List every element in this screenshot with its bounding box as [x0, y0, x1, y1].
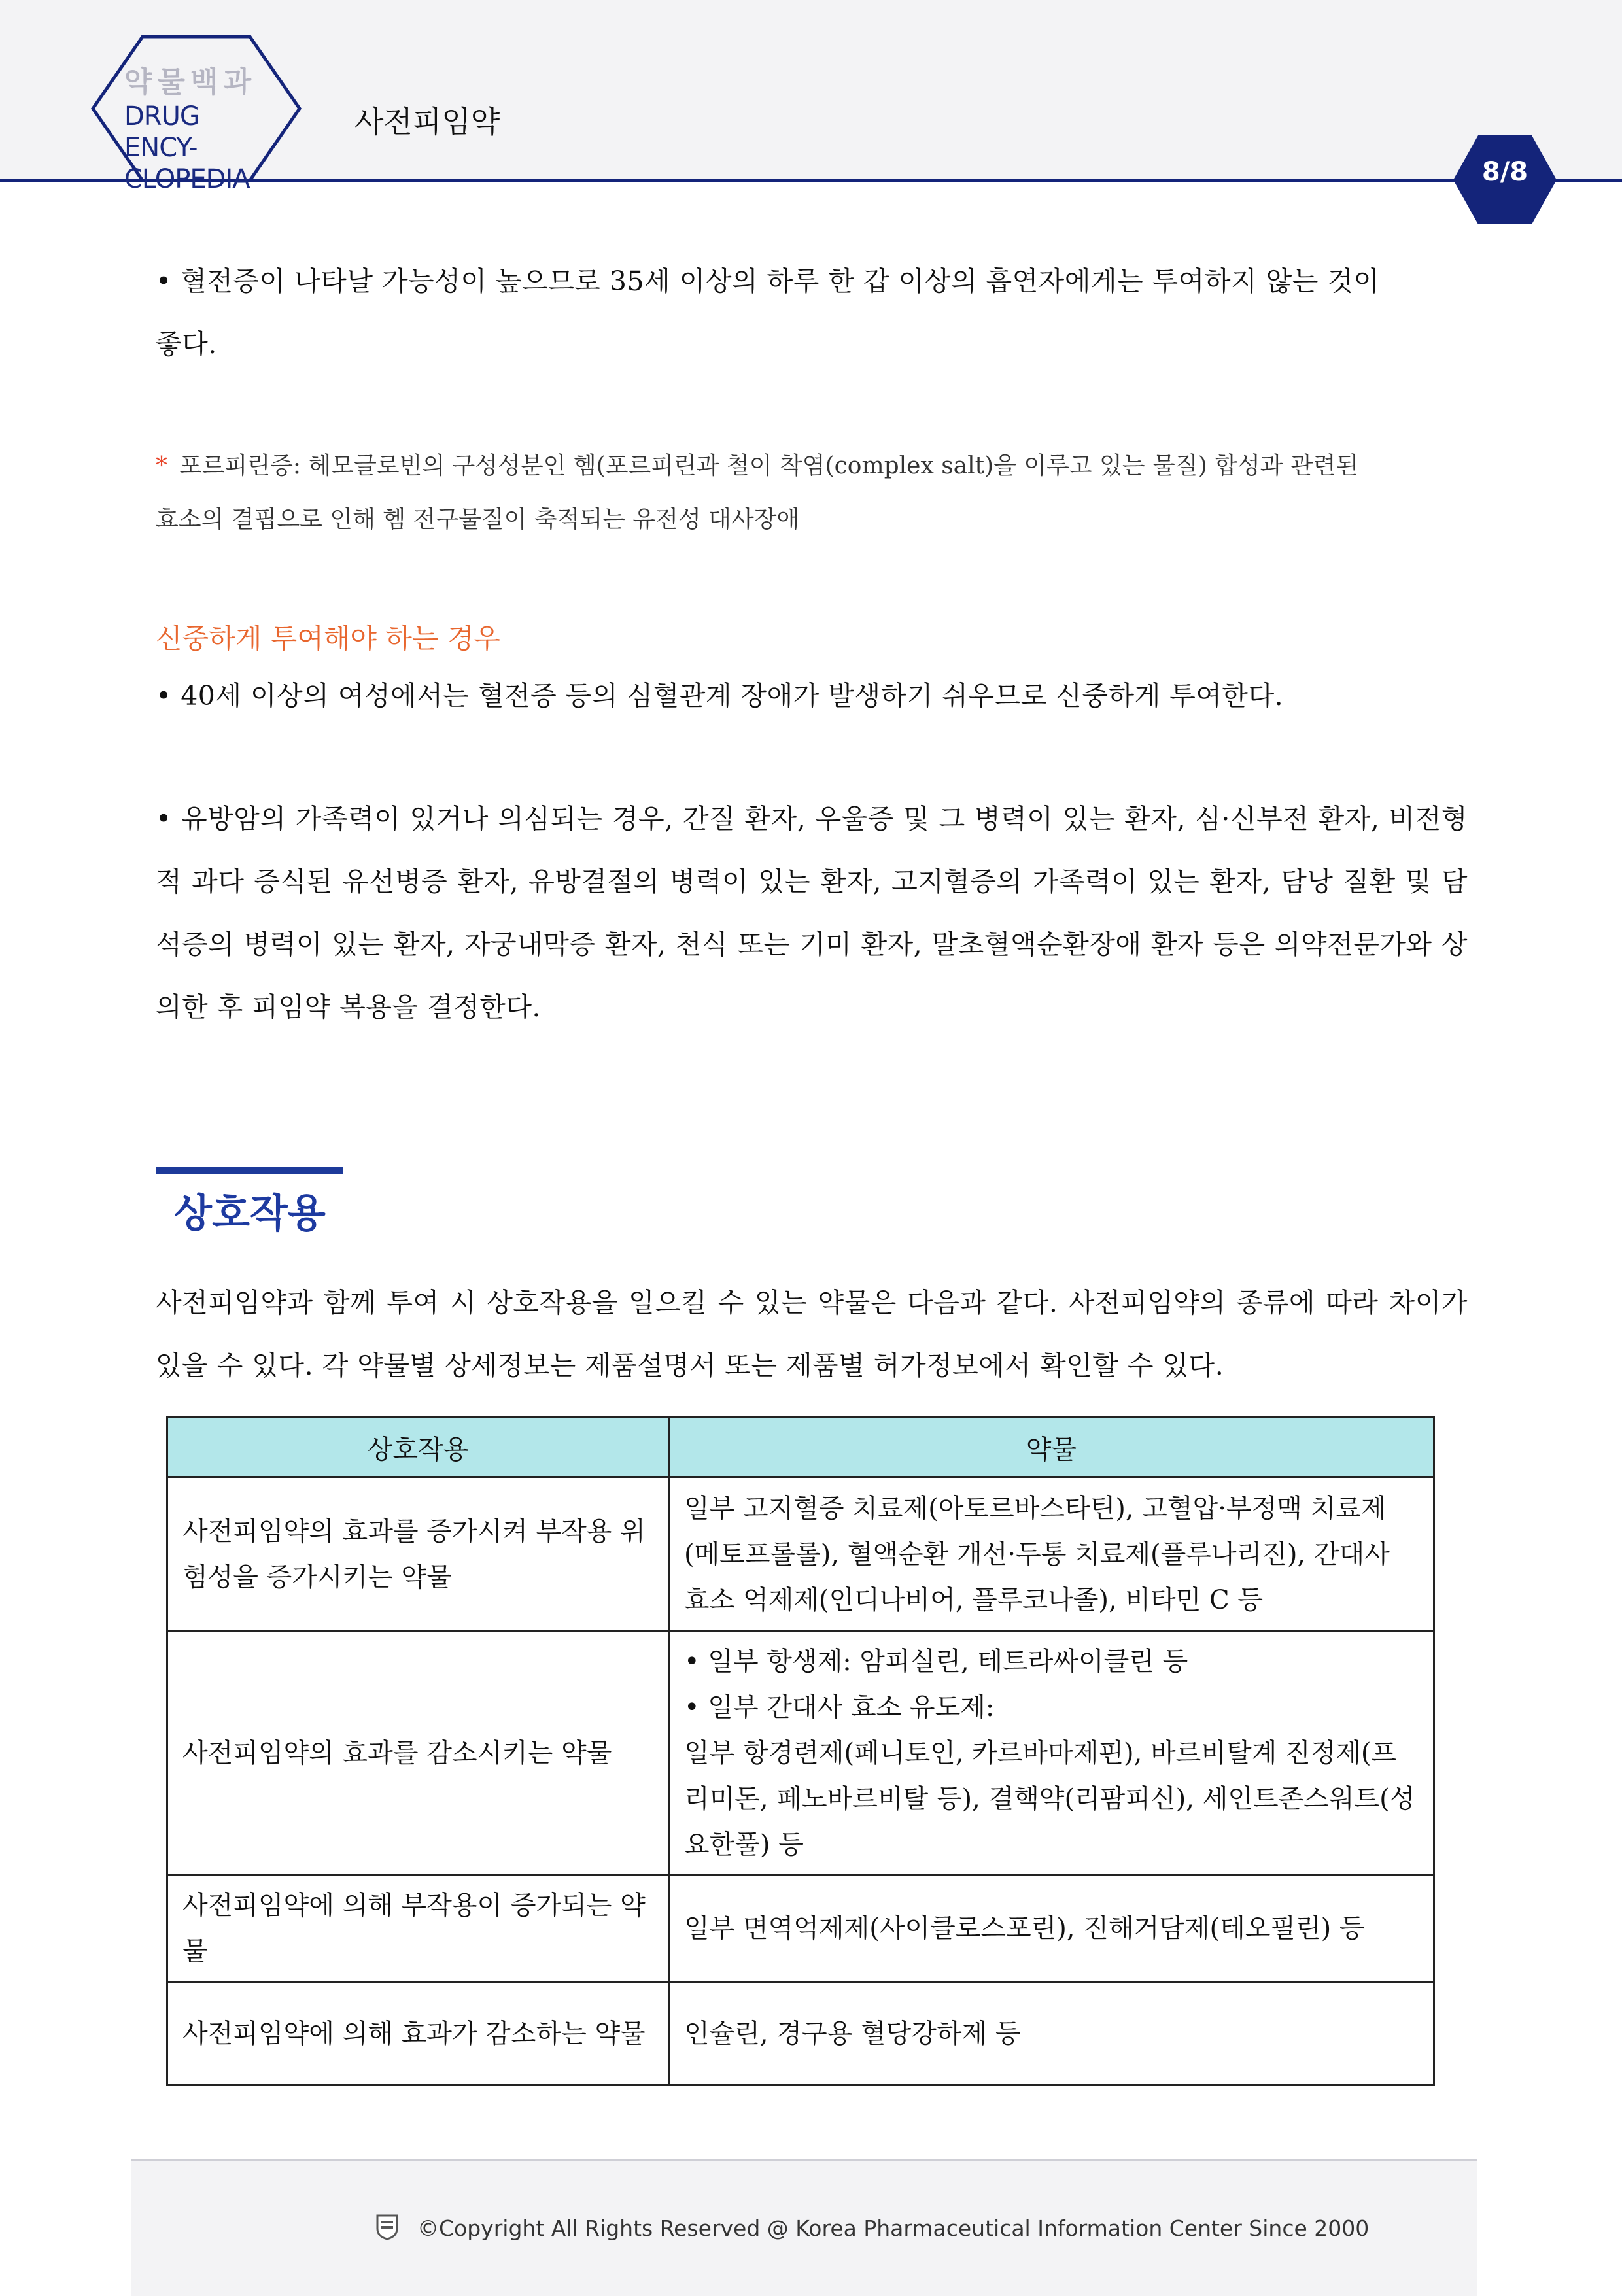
drug-bullet-1: • 일부 항생제: 암피실린, 테트라싸이클린 등 — [684, 1647, 1188, 1677]
table-row — [167, 1632, 1434, 1876]
logo-english-line1: DRUG ENCY- — [124, 101, 199, 163]
table-cell-interaction: 사전피임약의 효과를 증가시켜 부작용 위험성을 증가시키는 약물 — [167, 1477, 669, 1632]
section-accent-bar — [156, 1167, 343, 1174]
page-title: 사전피임약 — [354, 104, 500, 139]
note-line-1: 포르피린증: 헤모글로빈의 구성성분인 헴(포르피린과 철이 착염(complex salt)을 이루고 있는 물질) 합성과 관련된 — [179, 453, 1359, 479]
table-cell-drugs: 일부 고지혈증 치료제(아토르바스타틴), 고혈압·부정맥 치료제(메토프롤롤), 혈액순환 개선·두통 치료제(플루나리진), 간대사 효소 억제제(인디나비어, 플루코나졸), 비타민 C 등 — [669, 1477, 1434, 1632]
table-cell-interaction: 사전피임약에 의해 효과가 감소하는 약물 — [167, 1982, 669, 2085]
copyright-text: ©Copyright All Rights Reserved @ Korea Pharmaceutical Information Center Since 2000 — [417, 2216, 1370, 2241]
table-cell-interaction: 사전피임약에 의해 부작용이 증가되는 약물 — [167, 1876, 669, 1982]
logo-korean: 약물백과 — [124, 65, 257, 99]
table-header-row — [167, 1418, 1434, 1477]
table-header-drug: 약물 — [669, 1418, 1434, 1477]
caution-heading: 신중하게 투여해야 하는 경우 — [156, 623, 500, 655]
table-header-interaction: 상호작용 — [167, 1418, 669, 1477]
logo — [124, 64, 275, 195]
caution-bullet-1: • 40세 이상의 여성에서는 혈전증 등의 심혈관계 장애가 발생하기 쉬우므로 신중하게 투여한다. — [156, 680, 1284, 711]
table-row — [167, 1982, 1434, 2085]
page-number: 8/8 — [1481, 157, 1528, 187]
table-row — [167, 1876, 1434, 1982]
section-heading: 상호작용 — [174, 1191, 326, 1237]
note-line-2: 효소의 결핍으로 인해 헴 전구물질이 축적되는 유전성 대사장애 — [156, 506, 800, 533]
table-cell-drugs: 인슐린, 경구용 혈당강하제 등 — [669, 1982, 1434, 2085]
drug-detail: 일부 항경련제(페니토인, 카르바마제핀), 바르비탈계 진정제(프리미돈, 페노바르비탈 등), 결핵약(리팜피신), 세인트존스워트(성요한풀) 등 — [684, 1738, 1415, 1860]
caution-bullet-2: • 유방암의 가족력이 있거나 의심되는 경우, 간질 환자, 우울증 및 그 병력이 있는 환자, 심·신부전 환자, 비전형적 과다 증식된 유선병증 환자, 유방결절의 병력이 있는 환자, 고지혈증의 가족력이 있는 환자, 담낭 질환 및 담석증의 병력이 있는 환자, 자궁내막증 환자, 천식 또는 기미 환자, 말초혈액순환장애 환자 등은 의약전문가와 상의한 후 피임약 복용을 결정한다. — [156, 803, 1468, 1023]
section-intro: 사전피임약과 함께 투여 시 상호작용을 일으킬 수 있는 약물은 다음과 같다. 사전피임약의 종류에 따라 차이가 있을 수 있다. 각 약물별 상세정보는 제품설명서 또는 제품별 허가정보에서 확인할 수 있다. — [156, 1287, 1468, 1381]
drug-bullet-2: • 일부 간대사 효소 유도제: — [684, 1692, 995, 1722]
contraindication-bullet — [156, 250, 1468, 375]
bullet-line-2: 좋다. — [156, 328, 217, 360]
note-asterisk: * — [156, 453, 167, 479]
table-cell-drugs — [669, 1632, 1434, 1876]
table-row — [167, 1477, 1434, 1632]
logo-english-line2: CLOPEDIA — [124, 164, 250, 194]
interaction-table — [166, 1416, 1435, 2086]
bullet-line-1: • 혈전증이 나타날 가능성이 높으므로 35세 이상의 하루 한 갑 이상의 흡연자에게는 투여하지 않는 것이 — [156, 266, 1380, 297]
table-cell-drugs: 일부 면역억제제(사이클로스포린), 진해거담제(테오필린) 등 — [669, 1876, 1434, 1982]
porphyria-note — [156, 439, 1468, 547]
table-cell-interaction: 사전피임약의 효과를 감소시키는 약물 — [167, 1632, 669, 1876]
shield-emblem-icon — [376, 2214, 398, 2240]
